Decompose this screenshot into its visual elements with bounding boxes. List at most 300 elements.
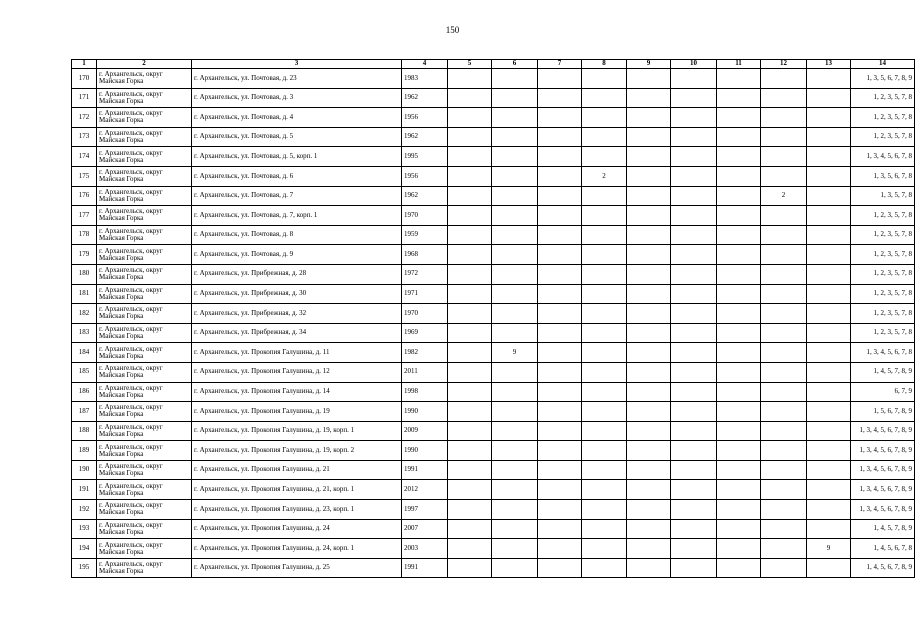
mark-cell-col-6: 9	[492, 343, 538, 363]
row-number: 194	[72, 539, 97, 559]
year-cell: 1959	[402, 225, 448, 245]
mark-cell-col-13	[807, 284, 851, 304]
mark-cell-col-10	[671, 441, 717, 461]
mark-cell-col-8	[582, 539, 627, 559]
codes-cell: 1, 3, 5, 6, 7, 8, 9	[851, 69, 915, 89]
mark-cell-col-6	[492, 480, 538, 500]
mark-cell-col-6	[492, 421, 538, 441]
mark-cell-col-7	[538, 108, 582, 128]
mark-cell-col-12	[761, 166, 807, 186]
mark-cell-col-10	[671, 108, 717, 128]
table-row	[72, 147, 915, 167]
mark-cell-col-11	[717, 402, 761, 422]
mark-cell-col-12	[761, 519, 807, 539]
mark-cell-col-11	[717, 108, 761, 128]
district-cell: г. Архангельск, округ Майская Горка	[97, 127, 192, 147]
mark-cell-col-9	[627, 186, 671, 206]
mark-cell-col-11	[717, 264, 761, 284]
table-row	[72, 284, 915, 304]
mark-cell-col-9	[627, 323, 671, 343]
district-cell: г. Архангельск, округ Майская Горка	[97, 539, 192, 559]
address-cell: г. Архангельск, ул. Почтовая, д. 23	[192, 69, 402, 89]
mark-cell-col-11	[717, 166, 761, 186]
codes-cell: 1, 2, 3, 5, 7, 8	[851, 225, 915, 245]
mark-cell-col-5	[448, 460, 492, 480]
mark-cell-col-9	[627, 304, 671, 324]
mark-cell-col-13	[807, 421, 851, 441]
mark-cell-col-11	[717, 225, 761, 245]
mark-cell-col-10	[671, 304, 717, 324]
mark-cell-col-12	[761, 108, 807, 128]
row-number: 189	[72, 441, 97, 461]
year-cell: 2009	[402, 421, 448, 441]
mark-cell-col-8	[582, 88, 627, 108]
address-cell: г. Архангельск, ул. Почтовая, д. 5	[192, 127, 402, 147]
year-cell: 1990	[402, 402, 448, 422]
row-number: 174	[72, 147, 97, 167]
address-cell: г. Архангельск, ул. Прокопия Галушина, д. 24	[192, 519, 402, 539]
codes-cell: 1, 2, 3, 5, 7, 8	[851, 206, 915, 226]
row-number: 178	[72, 225, 97, 245]
mark-cell-col-9	[627, 382, 671, 402]
year-cell: 1956	[402, 108, 448, 128]
mark-cell-col-6	[492, 245, 538, 265]
mark-cell-col-8	[582, 558, 627, 578]
mark-cell-col-12	[761, 362, 807, 382]
mark-cell-col-13	[807, 245, 851, 265]
mark-cell-col-11	[717, 245, 761, 265]
district-cell: г. Архангельск, округ Майская Горка	[97, 88, 192, 108]
district-cell: г. Архангельск, округ Майская Горка	[97, 304, 192, 324]
column-header-7: 7	[538, 60, 582, 69]
mark-cell-col-12	[761, 245, 807, 265]
mark-cell-col-8	[582, 108, 627, 128]
mark-cell-col-9	[627, 108, 671, 128]
mark-cell-col-13	[807, 69, 851, 89]
mark-cell-col-8	[582, 362, 627, 382]
mark-cell-col-8	[582, 441, 627, 461]
mark-cell-col-13	[807, 225, 851, 245]
codes-cell: 1, 2, 3, 5, 7, 8	[851, 323, 915, 343]
district-cell: г. Архангельск, округ Майская Горка	[97, 480, 192, 500]
mark-cell-col-10	[671, 558, 717, 578]
mark-cell-col-8	[582, 304, 627, 324]
address-cell: г. Архангельск, ул. Почтовая, д. 9	[192, 245, 402, 265]
mark-cell-col-13	[807, 460, 851, 480]
table-row	[72, 362, 915, 382]
mark-cell-col-6	[492, 539, 538, 559]
mark-cell-col-11	[717, 69, 761, 89]
mark-cell-col-13	[807, 441, 851, 461]
mark-cell-col-11	[717, 382, 761, 402]
year-cell: 1962	[402, 127, 448, 147]
district-cell: г. Архангельск, округ Майская Горка	[97, 108, 192, 128]
table-row	[72, 225, 915, 245]
mark-cell-col-12	[761, 480, 807, 500]
year-cell: 2011	[402, 362, 448, 382]
codes-cell: 1, 3, 4, 5, 6, 7, 8	[851, 147, 915, 167]
table-row	[72, 500, 915, 520]
row-number: 183	[72, 323, 97, 343]
district-cell: г. Архангельск, округ Майская Горка	[97, 186, 192, 206]
mark-cell-col-6	[492, 402, 538, 422]
mark-cell-col-10	[671, 362, 717, 382]
mark-cell-col-5	[448, 166, 492, 186]
mark-cell-col-5	[448, 304, 492, 324]
mark-cell-col-6	[492, 186, 538, 206]
mark-cell-col-7	[538, 225, 582, 245]
codes-cell: 1, 3, 4, 5, 6, 7, 8	[851, 343, 915, 363]
column-header-1: 1	[72, 60, 97, 69]
mark-cell-col-7	[538, 245, 582, 265]
district-cell: г. Архангельск, округ Майская Горка	[97, 362, 192, 382]
registry-table	[71, 59, 915, 578]
column-header-6: 6	[492, 60, 538, 69]
row-number: 185	[72, 362, 97, 382]
address-cell: г. Архангельск, ул. Почтовая, д. 7	[192, 186, 402, 206]
mark-cell-col-13	[807, 304, 851, 324]
district-cell: г. Архангельск, округ Майская Горка	[97, 460, 192, 480]
mark-cell-col-10	[671, 421, 717, 441]
mark-cell-col-9	[627, 88, 671, 108]
mark-cell-col-10	[671, 225, 717, 245]
mark-cell-col-6	[492, 441, 538, 461]
mark-cell-col-7	[538, 206, 582, 226]
mark-cell-col-5	[448, 441, 492, 461]
mark-cell-col-7	[538, 147, 582, 167]
mark-cell-col-11	[717, 323, 761, 343]
mark-cell-col-13	[807, 147, 851, 167]
mark-cell-col-7	[538, 421, 582, 441]
mark-cell-col-6	[492, 127, 538, 147]
table-row	[72, 480, 915, 500]
table-row	[72, 402, 915, 422]
mark-cell-col-13: 9	[807, 539, 851, 559]
address-cell: г. Архангельск, ул. Прокопия Галушина, д. 11	[192, 343, 402, 363]
mark-cell-col-9	[627, 343, 671, 363]
mark-cell-col-9	[627, 500, 671, 520]
district-cell: г. Архангельск, округ Майская Горка	[97, 558, 192, 578]
district-cell: г. Архангельск, округ Майская Горка	[97, 323, 192, 343]
mark-cell-col-7	[538, 441, 582, 461]
mark-cell-col-13	[807, 519, 851, 539]
mark-cell-col-7	[538, 127, 582, 147]
mark-cell-col-13	[807, 343, 851, 363]
table-row	[72, 343, 915, 363]
mark-cell-col-11	[717, 127, 761, 147]
codes-cell: 1, 4, 5, 6, 7, 8	[851, 539, 915, 559]
mark-cell-col-9	[627, 460, 671, 480]
mark-cell-col-5	[448, 69, 492, 89]
district-cell: г. Архангельск, округ Майская Горка	[97, 69, 192, 89]
district-cell: г. Архангельск, округ Майская Горка	[97, 500, 192, 520]
column-header-8: 8	[582, 60, 627, 69]
mark-cell-col-7	[538, 402, 582, 422]
address-cell: г. Архангельск, ул. Почтовая, д. 6	[192, 166, 402, 186]
table-row	[72, 264, 915, 284]
column-header-5: 5	[448, 60, 492, 69]
row-number: 170	[72, 69, 97, 89]
year-cell: 1982	[402, 343, 448, 363]
mark-cell-col-5	[448, 539, 492, 559]
column-header-9: 9	[627, 60, 671, 69]
year-cell: 1970	[402, 206, 448, 226]
codes-cell: 1, 3, 4, 5, 6, 7, 8, 9	[851, 441, 915, 461]
address-cell: г. Архангельск, ул. Прибрежная, д. 28	[192, 264, 402, 284]
mark-cell-col-7	[538, 460, 582, 480]
codes-cell: 1, 4, 5, 7, 8, 9	[851, 362, 915, 382]
address-cell: г. Архангельск, ул. Прокопия Галушина, д. 25	[192, 558, 402, 578]
mark-cell-col-7	[538, 480, 582, 500]
mark-cell-col-5	[448, 284, 492, 304]
mark-cell-col-5	[448, 323, 492, 343]
mark-cell-col-6	[492, 166, 538, 186]
mark-cell-col-11	[717, 421, 761, 441]
table-row	[72, 460, 915, 480]
column-header-13: 13	[807, 60, 851, 69]
mark-cell-col-10	[671, 147, 717, 167]
mark-cell-col-8	[582, 264, 627, 284]
mark-cell-col-11	[717, 460, 761, 480]
mark-cell-col-11	[717, 147, 761, 167]
mark-cell-col-13	[807, 500, 851, 520]
district-cell: г. Архангельск, округ Майская Горка	[97, 284, 192, 304]
mark-cell-col-5	[448, 264, 492, 284]
mark-cell-col-8: 2	[582, 166, 627, 186]
table-row	[72, 323, 915, 343]
district-cell: г. Архангельск, округ Майская Горка	[97, 264, 192, 284]
mark-cell-col-6	[492, 108, 538, 128]
mark-cell-col-7	[538, 500, 582, 520]
address-cell: г. Архангельск, ул. Почтовая, д. 8	[192, 225, 402, 245]
codes-cell: 1, 3, 5, 6, 7, 8	[851, 166, 915, 186]
mark-cell-col-12	[761, 284, 807, 304]
table-row	[72, 304, 915, 324]
mark-cell-col-12	[761, 558, 807, 578]
codes-cell: 1, 2, 3, 5, 7, 8	[851, 264, 915, 284]
codes-cell: 1, 3, 4, 5, 6, 7, 8, 9	[851, 480, 915, 500]
address-cell: г. Архангельск, ул. Прокопия Галушина, д. 12	[192, 362, 402, 382]
mark-cell-col-6	[492, 147, 538, 167]
mark-cell-col-11	[717, 88, 761, 108]
mark-cell-col-7	[538, 362, 582, 382]
mark-cell-col-10	[671, 88, 717, 108]
mark-cell-col-10	[671, 460, 717, 480]
mark-cell-col-13	[807, 480, 851, 500]
mark-cell-col-12	[761, 421, 807, 441]
mark-cell-col-13	[807, 264, 851, 284]
mark-cell-col-11	[717, 500, 761, 520]
mark-cell-col-5	[448, 343, 492, 363]
mark-cell-col-9	[627, 284, 671, 304]
mark-cell-col-8	[582, 519, 627, 539]
codes-cell: 1, 2, 3, 5, 7, 8	[851, 304, 915, 324]
district-cell: г. Архангельск, округ Майская Горка	[97, 245, 192, 265]
mark-cell-col-8	[582, 402, 627, 422]
mark-cell-col-11	[717, 304, 761, 324]
mark-cell-col-13	[807, 402, 851, 422]
district-cell: г. Архангельск, округ Майская Горка	[97, 343, 192, 363]
mark-cell-col-9	[627, 69, 671, 89]
mark-cell-col-12	[761, 500, 807, 520]
district-cell: г. Архангельск, округ Майская Горка	[97, 225, 192, 245]
mark-cell-col-11	[717, 441, 761, 461]
mark-cell-col-6	[492, 69, 538, 89]
address-cell: г. Архангельск, ул. Почтовая, д. 5, корп. 1	[192, 147, 402, 167]
row-number: 195	[72, 558, 97, 578]
mark-cell-col-6	[492, 460, 538, 480]
mark-cell-col-7	[538, 264, 582, 284]
mark-cell-col-7	[538, 69, 582, 89]
mark-cell-col-10	[671, 402, 717, 422]
mark-cell-col-12	[761, 402, 807, 422]
mark-cell-col-10	[671, 500, 717, 520]
table-row	[72, 186, 915, 206]
mark-cell-col-10	[671, 186, 717, 206]
mark-cell-col-6	[492, 323, 538, 343]
row-number: 188	[72, 421, 97, 441]
mark-cell-col-8	[582, 206, 627, 226]
district-cell: г. Архангельск, округ Майская Горка	[97, 421, 192, 441]
mark-cell-col-11	[717, 519, 761, 539]
mark-cell-col-13	[807, 127, 851, 147]
address-cell: г. Архангельск, ул. Прокопия Галушина, д. 19, корп. 1	[192, 421, 402, 441]
mark-cell-col-5	[448, 421, 492, 441]
mark-cell-col-9	[627, 264, 671, 284]
codes-cell: 1, 4, 5, 7, 8, 9	[851, 519, 915, 539]
table-row	[72, 441, 915, 461]
address-cell: г. Архангельск, ул. Прокопия Галушина, д. 14	[192, 382, 402, 402]
row-number: 192	[72, 500, 97, 520]
column-header-11: 11	[717, 60, 761, 69]
mark-cell-col-9	[627, 147, 671, 167]
mark-cell-col-8	[582, 343, 627, 363]
mark-cell-col-8	[582, 500, 627, 520]
year-cell: 1997	[402, 500, 448, 520]
mark-cell-col-12	[761, 343, 807, 363]
mark-cell-col-5	[448, 382, 492, 402]
mark-cell-col-6	[492, 206, 538, 226]
district-cell: г. Архангельск, округ Майская Горка	[97, 166, 192, 186]
codes-cell: 1, 3, 5, 7, 8	[851, 186, 915, 206]
year-cell: 2007	[402, 519, 448, 539]
mark-cell-col-12	[761, 147, 807, 167]
codes-cell: 1, 2, 3, 5, 7, 8	[851, 108, 915, 128]
column-header-10: 10	[671, 60, 717, 69]
table-row	[72, 558, 915, 578]
table-row	[72, 421, 915, 441]
mark-cell-col-13	[807, 362, 851, 382]
mark-cell-col-10	[671, 343, 717, 363]
mark-cell-col-7	[538, 382, 582, 402]
mark-cell-col-13	[807, 88, 851, 108]
codes-cell: 1, 2, 3, 5, 7, 8	[851, 127, 915, 147]
mark-cell-col-9	[627, 480, 671, 500]
table-body	[72, 69, 915, 578]
mark-cell-col-8	[582, 245, 627, 265]
mark-cell-col-11	[717, 343, 761, 363]
codes-cell: 1, 5, 6, 7, 8, 9	[851, 402, 915, 422]
year-cell: 2012	[402, 480, 448, 500]
table-row	[72, 69, 915, 89]
mark-cell-col-10	[671, 264, 717, 284]
mark-cell-col-7	[538, 284, 582, 304]
address-cell: г. Архангельск, ул. Прокопия Галушина, д. 23, корп. 1	[192, 500, 402, 520]
mark-cell-col-5	[448, 108, 492, 128]
mark-cell-col-12	[761, 206, 807, 226]
row-number: 190	[72, 460, 97, 480]
mark-cell-col-6	[492, 284, 538, 304]
mark-cell-col-7	[538, 88, 582, 108]
mark-cell-col-5	[448, 519, 492, 539]
address-cell: г. Архангельск, ул. Почтовая, д. 7, корп. 1	[192, 206, 402, 226]
mark-cell-col-9	[627, 166, 671, 186]
mark-cell-col-5	[448, 225, 492, 245]
page-number: 150	[445, 25, 460, 35]
mark-cell-col-6	[492, 519, 538, 539]
year-cell: 1956	[402, 166, 448, 186]
mark-cell-col-6	[492, 362, 538, 382]
mark-cell-col-10	[671, 69, 717, 89]
row-number: 187	[72, 402, 97, 422]
mark-cell-col-12	[761, 69, 807, 89]
address-cell: г. Архангельск, ул. Почтовая, д. 3	[192, 88, 402, 108]
address-cell: г. Архангельск, ул. Прибрежная, д. 32	[192, 304, 402, 324]
mark-cell-col-7	[538, 304, 582, 324]
address-cell: г. Архангельск, ул. Прибрежная, д. 30	[192, 284, 402, 304]
table-row	[72, 166, 915, 186]
year-cell: 1991	[402, 558, 448, 578]
mark-cell-col-7	[538, 539, 582, 559]
column-header-4: 4	[402, 60, 448, 69]
mark-cell-col-10	[671, 480, 717, 500]
mark-cell-col-12	[761, 539, 807, 559]
year-cell: 1972	[402, 264, 448, 284]
mark-cell-col-10	[671, 284, 717, 304]
row-number: 177	[72, 206, 97, 226]
mark-cell-col-9	[627, 441, 671, 461]
mark-cell-col-7	[538, 186, 582, 206]
codes-cell: 1, 2, 3, 5, 7, 8	[851, 284, 915, 304]
mark-cell-col-11	[717, 186, 761, 206]
mark-cell-col-5	[448, 147, 492, 167]
mark-cell-col-5	[448, 402, 492, 422]
year-cell: 1998	[402, 382, 448, 402]
year-cell: 1971	[402, 284, 448, 304]
mark-cell-col-12	[761, 225, 807, 245]
mark-cell-col-6	[492, 88, 538, 108]
row-number: 172	[72, 108, 97, 128]
mark-cell-col-9	[627, 127, 671, 147]
table-row	[72, 382, 915, 402]
year-cell: 2003	[402, 539, 448, 559]
year-cell: 1983	[402, 69, 448, 89]
mark-cell-col-13	[807, 558, 851, 578]
row-number: 182	[72, 304, 97, 324]
column-header-3: 3	[192, 60, 402, 69]
mark-cell-col-8	[582, 323, 627, 343]
mark-cell-col-6	[492, 264, 538, 284]
table-header-row	[72, 60, 915, 69]
mark-cell-col-13	[807, 186, 851, 206]
mark-cell-col-10	[671, 127, 717, 147]
column-header-2: 2	[97, 60, 192, 69]
mark-cell-col-8	[582, 460, 627, 480]
mark-cell-col-12: 2	[761, 186, 807, 206]
mark-cell-col-9	[627, 539, 671, 559]
mark-cell-col-10	[671, 323, 717, 343]
mark-cell-col-8	[582, 69, 627, 89]
